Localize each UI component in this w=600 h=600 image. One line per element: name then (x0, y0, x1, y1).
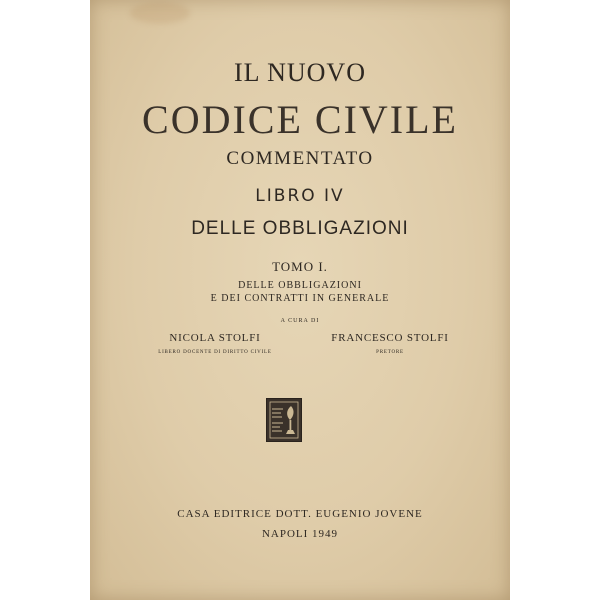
editor-1-name: NICOLA STOLFI (169, 332, 261, 344)
book-title-page (90, 0, 510, 600)
tomo-subtitle-1: DELLE OBBLIGAZIONI (238, 280, 362, 291)
editor-2-name: FRANCESCO STOLFI (331, 332, 449, 344)
libro-title: DELLE OBBLIGAZIONI (191, 218, 409, 239)
title-line-1: IL NUOVO (234, 58, 366, 87)
editor-1-role: LIBERO DOCENTE DI DIRITTO CIVILE (158, 350, 272, 355)
editor-1 (145, 332, 285, 355)
title-line-3: COMMENTATO (226, 148, 374, 169)
libro-label: LIBRO IV (255, 186, 345, 206)
paper-stain (130, 2, 190, 24)
editor-2 (325, 332, 455, 355)
publisher-emblem-icon (266, 398, 302, 442)
tomo-subtitle-2: E DEI CONTRATTI IN GENERALE (210, 293, 390, 304)
main-title: CODICE CIVILE (142, 97, 458, 142)
editor-2-role: PRETORE (376, 350, 404, 355)
tomo-label: TOMO I. (272, 259, 328, 274)
a-cura-di: A CURA DI (280, 318, 320, 324)
publisher-name: CASA EDITRICE DOTT. EUGENIO JOVENE (177, 508, 423, 520)
place-year: NAPOLI 1949 (261, 528, 339, 540)
